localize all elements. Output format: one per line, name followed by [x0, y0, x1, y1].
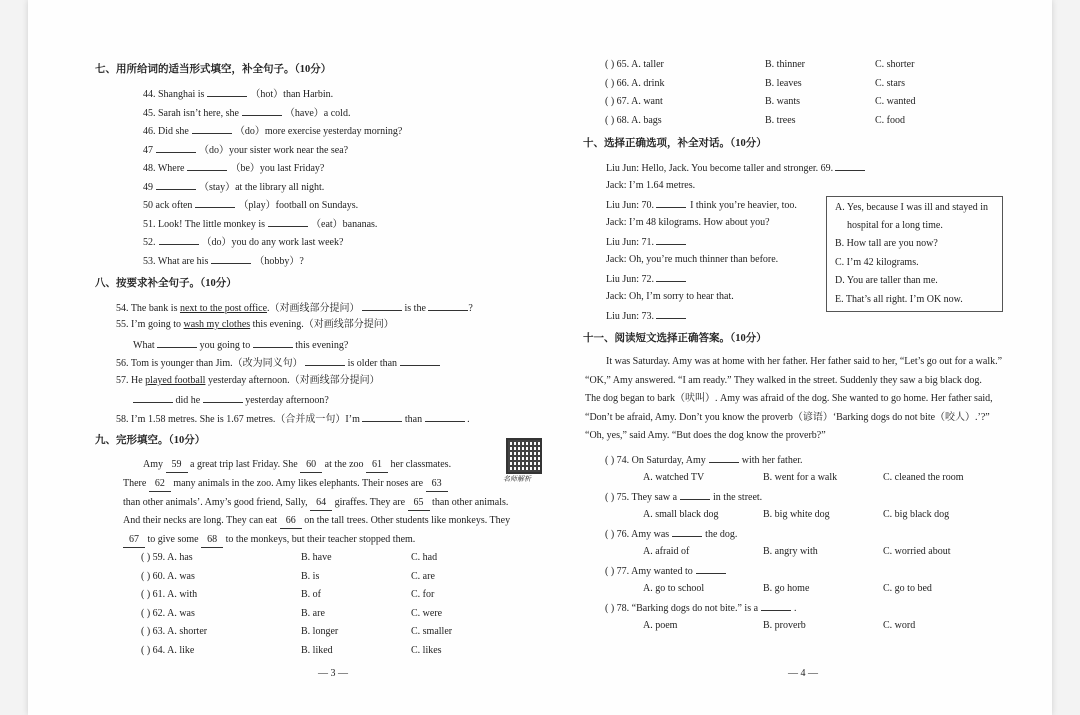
fill-question: 44. Shanghai is （hot）than Harbin.: [143, 86, 333, 102]
question-55: 55. I’m going to wash my clothes this evening.（对画线部分提问）: [116, 319, 394, 330]
fill-question: 53. What are his （hobby）?: [143, 253, 304, 269]
fill-question: 50 ack often （play）football on Sundays.: [143, 197, 358, 213]
option-row[interactable]: ( ) 67. A. want: [605, 96, 663, 107]
fill-question: 51. Look! The little monkey is （eat）bananas.: [143, 216, 377, 232]
answer-blank[interactable]: [157, 337, 197, 348]
option-row[interactable]: ( ) 60. A. was: [141, 570, 195, 582]
answer-blank[interactable]: [680, 489, 710, 500]
section-10-title: 十、选择正确选项，补全对话。（10分）: [583, 138, 767, 149]
answer-option-a[interactable]: A. watched TV: [643, 471, 705, 483]
fill-question: 48. Where （be）you last Friday?: [143, 160, 324, 176]
answer-blank[interactable]: [192, 123, 232, 134]
cloze-blank-61[interactable]: 61: [366, 458, 388, 473]
cloze-blank-66[interactable]: 66: [280, 514, 302, 529]
fill-question: 47 （do）your sister work near the sea?: [143, 142, 348, 158]
answer-blank[interactable]: [656, 197, 686, 208]
answer-option-b[interactable]: B. big white dog: [763, 508, 830, 520]
dialog-line: Jack: I’m 1.64 metres.: [606, 179, 696, 191]
option-row[interactable]: ( ) 59. A. has: [141, 552, 193, 563]
option-b[interactable]: B. of: [301, 589, 321, 600]
answer-option-c[interactable]: C. big black dog: [883, 508, 950, 520]
option-row[interactable]: ( ) 68. A. bags: [605, 114, 662, 126]
cloze-line-1: Amy 59 a great trip last Friday. She 60 at the zoo 61 her classmates.: [143, 458, 451, 473]
section-11-title: 十一、阅读短文选择正确答案。（10分）: [583, 333, 767, 344]
question-55-answer: What you going to this evening?: [133, 337, 348, 353]
option-row[interactable]: ( ) 63. A. shorter: [141, 626, 208, 637]
answer-blank[interactable]: [672, 526, 702, 537]
cloze-blank-64[interactable]: 64: [310, 496, 332, 511]
answer-blank[interactable]: [761, 600, 791, 611]
cloze-blank-65[interactable]: 65: [408, 496, 430, 511]
question-57-answer: did he yesterday afternoon?: [133, 392, 329, 408]
cloze-blank-60[interactable]: 60: [300, 458, 322, 473]
answer-option-b[interactable]: B. went for a walk: [763, 471, 838, 483]
option-c[interactable]: C. likes: [411, 644, 442, 656]
option-row[interactable]: ( ) 65. A. taller: [605, 59, 664, 70]
option-b[interactable]: B. longer: [301, 626, 339, 637]
answer-option-a[interactable]: A. afraid of: [643, 545, 690, 557]
reading-paragraph-line: The dog began to bark（吠叫）. Amy was afraid of the dog. She wanted to go home. Her father said,: [585, 393, 993, 404]
fill-question: 52. （do）you do any work last week?: [143, 234, 343, 250]
option-c[interactable]: C. stars: [875, 77, 905, 89]
dialog-option-b: B. How tall are you now?: [835, 238, 938, 249]
dialog-option-a: A. Yes, because I was ill and stayed in: [835, 202, 989, 213]
question-56: 56. Tom is younger than Jim.（改为同义句） is older than: [116, 355, 440, 371]
option-row[interactable]: ( ) 62. A. was: [141, 607, 195, 619]
cloze-line-5: 67 to give some 68 to the monkeys, but their teacher stopped them.: [123, 533, 415, 548]
answer-blank[interactable]: [835, 160, 865, 171]
fill-question: 46. Did she （do）more exercise yesterday morning?: [143, 123, 402, 139]
answer-option-c[interactable]: C. cleaned the room: [883, 471, 964, 483]
option-c[interactable]: C. smaller: [411, 626, 453, 637]
answer-blank[interactable]: [428, 300, 468, 311]
answer-blank[interactable]: [425, 411, 465, 422]
reading-paragraph-line: “Don’t be afraid, Amy. Don’t you know the proverb（谚语）‘Barking dogs do not bite（咬人）.’?”: [585, 411, 990, 423]
dialog-line: Liu Jun: 72.: [606, 271, 686, 287]
answer-blank[interactable]: [400, 355, 440, 366]
answer-blank[interactable]: [242, 105, 282, 116]
option-b[interactable]: B. are: [301, 607, 325, 619]
exam-sheet: [28, 0, 1052, 715]
cloze-blank-62[interactable]: 62: [149, 477, 171, 492]
cloze-blank-63[interactable]: 63: [426, 477, 448, 492]
reading-paragraph-line: It was Saturday. Amy was at home with her father. Her father said to her, “Let’s go out for a walk.”: [606, 356, 1003, 367]
reading-paragraph-line: “OK,” Amy answered. “I am ready.” They walked in the street. Suddenly they saw a big black dog.: [585, 374, 982, 386]
cloze-line-2: There 62 many animals in the zoo. Amy likes elephants. Their noses are 63: [123, 477, 448, 492]
cloze-line-3: than other animals’. Amy’s good friend, Sally, 64 giraffes. They are 65 than other animals.: [123, 496, 508, 511]
section-9-title: 九、完形填空。（10分）: [95, 435, 206, 446]
option-row[interactable]: ( ) 61. A. with: [141, 589, 198, 600]
page-number-4: — 4 —: [788, 668, 818, 679]
reading-question: ( ) 75. They saw a in the street.: [605, 489, 762, 505]
option-c[interactable]: C. were: [411, 607, 443, 619]
reading-paragraph-line: “Oh, yes,” said Amy. “But does the dog know the proverb?”: [585, 430, 826, 441]
option-row[interactable]: ( ) 66. A. drink: [605, 77, 665, 89]
fill-question: 49 （stay）at the library all night.: [143, 179, 324, 195]
cloze-blank-67[interactable]: 67: [123, 533, 145, 548]
dialog-option-a-cont: hospital for a long time.: [847, 220, 943, 231]
dialog-line: Liu Jun: 70. I think you’re heavier, too.: [606, 197, 797, 213]
dialog-line: Liu Jun: 73.: [606, 308, 686, 324]
answer-blank[interactable]: [195, 197, 235, 208]
option-c[interactable]: C. shorter: [875, 59, 915, 70]
reading-question: ( ) 76. Amy was the dog.: [605, 526, 737, 542]
answer-option-c[interactable]: C. worried about: [883, 545, 951, 557]
answer-option-c[interactable]: C. go to bed: [883, 582, 932, 594]
section-7-title: 七、用所给词的适当形式填空，补全句子。（10分）: [95, 64, 332, 75]
option-b[interactable]: B. wants: [765, 96, 800, 107]
answer-blank[interactable]: [656, 271, 686, 282]
option-b[interactable]: B. have: [301, 552, 332, 563]
qr-code-icon[interactable]: [506, 438, 542, 474]
answer-option-b[interactable]: B. go home: [763, 582, 810, 594]
option-b[interactable]: B. thinner: [765, 59, 805, 70]
option-row[interactable]: ( ) 64. A. like: [141, 644, 195, 656]
answer-option-a[interactable]: A. poem: [643, 619, 678, 631]
option-b[interactable]: B. trees: [765, 114, 796, 126]
question-57: 57. He played football yesterday afternoon.（对画线部分提问）: [116, 375, 380, 386]
answer-option-a[interactable]: A. go to school: [643, 582, 705, 594]
page-4: [583, 0, 1023, 715]
section-8-title: 八、按要求补全句子。（10分）: [95, 278, 237, 289]
question-58: 58. I’m 1.58 metres. She is 1.67 metres.（合并成一句）I’m than .: [116, 411, 470, 427]
answer-blank[interactable]: [211, 253, 251, 264]
option-c[interactable]: C. had: [411, 552, 438, 563]
answer-blank[interactable]: [187, 160, 227, 171]
answer-blank[interactable]: [156, 179, 196, 190]
dialog-option-e: E. That’s all right. I’m OK now.: [835, 294, 963, 305]
option-c[interactable]: C. wanted: [875, 96, 916, 107]
answer-blank[interactable]: [253, 337, 293, 348]
answer-blank[interactable]: [656, 308, 686, 319]
option-b[interactable]: B. liked: [301, 644, 333, 656]
dialog-option-d: D. You are taller than me.: [835, 275, 938, 286]
reading-question: ( ) 74. On Saturday, Amy with her father.: [605, 452, 803, 468]
answer-option-b[interactable]: B. angry with: [763, 545, 818, 557]
option-c[interactable]: C. food: [875, 114, 905, 126]
dialog-line: Liu Jun: Hello, Jack. You become taller and stronger. 69.: [606, 160, 865, 176]
answer-option-c[interactable]: C. word: [883, 619, 916, 631]
reading-question: ( ) 77. Amy wanted to: [605, 563, 729, 579]
dialog-options-box: [826, 196, 1003, 312]
answer-option-a[interactable]: A. small black dog: [643, 508, 719, 520]
option-b[interactable]: B. is: [301, 570, 320, 582]
page-number-3: — 3 —: [318, 668, 348, 679]
cloze-blank-59[interactable]: 59: [166, 458, 188, 473]
fill-question: 45. Sarah isn’t here, she （have）a cold.: [143, 105, 350, 121]
answer-blank[interactable]: [268, 216, 308, 227]
answer-blank[interactable]: [156, 142, 196, 153]
answer-option-b[interactable]: B. proverb: [763, 619, 806, 631]
answer-blank[interactable]: [362, 300, 402, 311]
dialog-line: Jack: Oh, I’m sorry to hear that.: [606, 290, 734, 302]
answer-blank[interactable]: [362, 411, 402, 422]
answer-blank[interactable]: [656, 234, 686, 245]
page-3: [83, 0, 538, 715]
answer-blank[interactable]: [696, 563, 726, 574]
option-b[interactable]: B. leaves: [765, 77, 802, 89]
dialog-line: Jack: Oh, you’re much thinner than before.: [606, 253, 779, 265]
answer-blank[interactable]: [203, 392, 243, 403]
answer-blank[interactable]: [133, 392, 173, 403]
cloze-line-4: And their necks are long. They can eat 66 on the tall trees. Other students like monkeys. They: [123, 514, 510, 529]
dialog-option-c: C. I’m 42 kilograms.: [835, 257, 919, 268]
option-c[interactable]: C. are: [411, 570, 435, 582]
reading-question: ( ) 78. “Barking dogs do not bite.” is a .: [605, 600, 797, 616]
answer-blank[interactable]: [709, 452, 739, 463]
cloze-blank-68[interactable]: 68: [201, 533, 223, 548]
option-c[interactable]: C. for: [411, 589, 435, 600]
dialog-line: Liu Jun: 71.: [606, 234, 686, 250]
answer-blank[interactable]: [159, 234, 199, 245]
question-54: 54. The bank is next to the post office.（对画线部分提问） is the ?: [116, 300, 473, 316]
answer-blank[interactable]: [305, 355, 345, 366]
dialog-line: Jack: I’m 48 kilograms. How about you?: [606, 216, 770, 228]
qr-label: 名师解析: [503, 475, 531, 483]
answer-blank[interactable]: [207, 86, 247, 97]
